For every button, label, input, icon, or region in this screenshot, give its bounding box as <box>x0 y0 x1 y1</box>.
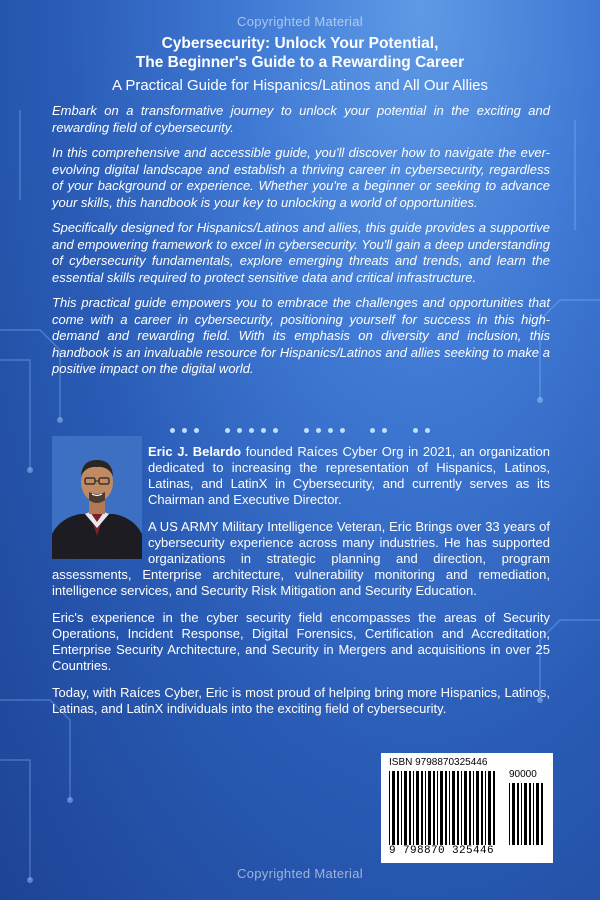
barcode-bar <box>461 771 462 845</box>
barcode-bar <box>529 783 531 845</box>
barcode-bar <box>440 771 443 845</box>
price-code: 90000 <box>509 769 537 780</box>
barcode-bar <box>457 771 459 845</box>
barcode-bar <box>481 771 483 845</box>
barcode-bar <box>509 783 510 845</box>
barcode-bar <box>416 771 419 845</box>
intro-paragraph-3: Specifically designed for Hispanics/Latinos and allies, this guide provides a supportive and empowering framework to excel in cybersecurity. You'll gain a deep understanding of cybersecurity fundamentals, explore emerging threats and trends, and learn the essential skills required to protect sensitive data and critical infrastructure. <box>52 220 550 285</box>
isbn-label: ISBN 9798870325446 <box>389 757 488 768</box>
barcode-bar <box>401 771 402 845</box>
isbn-barcode <box>389 771 499 845</box>
barcode-bar <box>421 771 423 845</box>
barcode-bar <box>533 783 534 845</box>
intro-paragraph-2: In this comprehensive and accessible guide, you'll discover how to navigate the ever-evolving digital landscape and establish a thriving career in cybersecurity, regardless of your background or experience. Whether you're a beginner or seeking to advance your skills, this handbook is your key to unlocking a world of opportunities. <box>52 145 550 210</box>
barcode-bar <box>493 771 495 845</box>
barcode-bar <box>536 783 539 845</box>
barcode-bar <box>541 783 543 845</box>
barcode-bar <box>512 783 515 845</box>
barcode-bar <box>473 771 474 845</box>
bio-paragraph-1-text: founded Raíces Cyber Org in 2021, an organization dedicated to increasing the representation of Hispanics, Latinos, Latinas, and LatinX in Cybersecurity, and currently serves as its Chairman and Executive Director. <box>148 444 550 507</box>
barcode-bar <box>485 771 486 845</box>
bio-paragraph-2: A US ARMY Military Intelligence Veteran, Eric Brings over 33 years of cybersecurity experience across many industries. He has supported organizations in strategic planning and direction, program assessments, Enterprise architecture, vulnerability monitoring and remediation, intelligence services, and Security Risk Mitigation and Security Education. <box>52 519 550 598</box>
barcode-bar <box>397 771 399 845</box>
intro-paragraph-4: This practical guide empowers you to embrace the challenges and opportunities that come with a career in cybersecurity, positioning yourself for success in this high-demand and rewarding field. With its emphasis on diversity and inclusion, this handbook is an invaluable resource for Hispanics/Latinos and allies seeking to make a positive impact on the digital world. <box>52 295 550 376</box>
barcode-bar <box>452 771 455 845</box>
barcode-bar <box>433 771 435 845</box>
intro-paragraph-1: Embark on a transformative journey to unlock your potential in the exciting and rewarding field of cybersecurity. <box>52 103 550 135</box>
book-subtitle: A Practical Guide for Hispanics/Latinos and All Our Allies <box>111 77 489 94</box>
barcode-bar <box>437 771 438 845</box>
barcode-bar <box>488 771 491 845</box>
barcode-bar <box>404 771 407 845</box>
bio-paragraph-4: Today, with Raíces Cyber, Eric is most proud of helping bring more Hispanics, Latinos, Latinas, and LatinX individuals into the exciting field of cybersecurity. <box>52 685 550 716</box>
barcode-bar <box>449 771 450 845</box>
title-line-1: Cybersecurity: Unlock Your Potential, <box>161 35 439 52</box>
barcode-bar <box>413 771 414 845</box>
intro-description <box>52 103 550 387</box>
barcode-bar <box>425 771 426 845</box>
barcode-bar <box>389 771 390 845</box>
price-barcode <box>509 783 547 845</box>
barcode-bar <box>392 771 395 845</box>
watermark-top: Copyrighted Material <box>237 14 363 29</box>
watermark-bottom: Copyrighted Material <box>237 866 363 881</box>
barcode-bar <box>469 771 471 845</box>
barcode-digits: 9 798870 325446 <box>389 845 495 857</box>
author-name: Eric J. Belardo <box>148 444 242 459</box>
barcode-bar <box>464 771 467 845</box>
barcode-bar <box>517 783 519 845</box>
barcode-bar <box>445 771 447 845</box>
barcode-bar <box>476 771 479 845</box>
book-title <box>0 34 600 72</box>
barcode-bar <box>524 783 527 845</box>
barcode-bar <box>521 783 522 845</box>
barcode-bar <box>428 771 431 845</box>
isbn-barcode-box <box>381 753 553 863</box>
author-bio <box>52 444 550 728</box>
title-line-2: The Beginner's Guide to a Rewarding Career <box>135 54 465 71</box>
barcode-bar <box>409 771 411 845</box>
bio-paragraph-3: Eric's experience in the cyber security field encompasses the areas of Security Operations, Incident Response, Digital Forensics, Certification and Accreditation, Enterprise Security Architecture, and Security in Mergers and acquisitions in over 25 Countries. <box>52 610 550 673</box>
